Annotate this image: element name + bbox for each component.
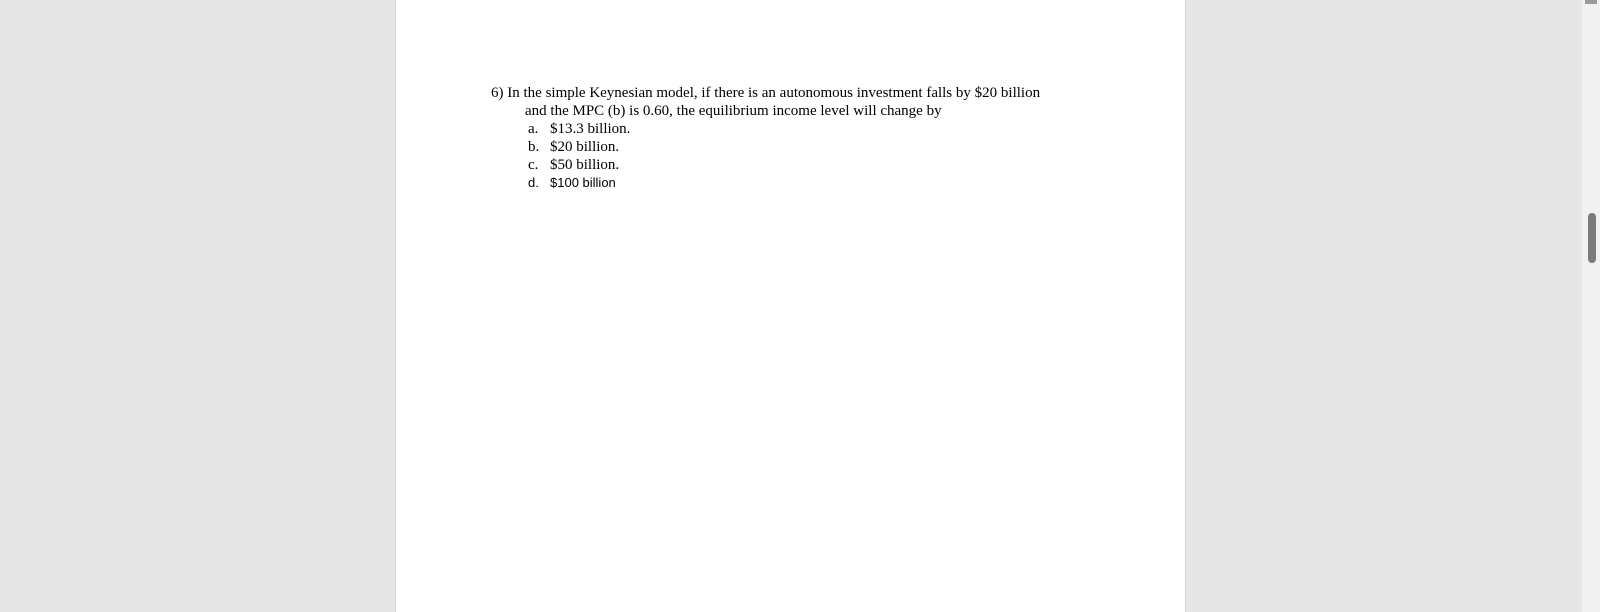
question-text-line-1: 6) In the simple Keynesian model, if there is an autonomous investment falls by $20 billion xyxy=(491,85,1041,101)
option-letter: b. xyxy=(528,139,540,155)
answer-option-a xyxy=(528,120,1131,138)
option-letter: a. xyxy=(528,121,539,137)
option-text: $20 billion. xyxy=(550,139,620,155)
option-text: $100 billion xyxy=(550,175,616,190)
answer-option-c xyxy=(528,156,1131,174)
option-letter: c. xyxy=(528,157,539,173)
answer-option-d xyxy=(528,174,1131,192)
option-text: $50 billion. xyxy=(550,157,620,173)
document-page xyxy=(395,0,1186,612)
option-text: $13.3 billion. xyxy=(550,121,631,137)
question-block xyxy=(491,84,1131,192)
vertical-scrollbar[interactable] xyxy=(1582,0,1600,612)
question-text-line-2: and the MPC (b) is 0.60, the equilibrium income level will change by xyxy=(525,103,942,119)
answer-options xyxy=(491,120,1131,192)
answer-option-b xyxy=(528,138,1131,156)
scroll-up-arrow-icon[interactable] xyxy=(1585,0,1597,4)
scrollbar-thumb[interactable] xyxy=(1588,213,1596,263)
option-letter: d. xyxy=(528,175,539,190)
